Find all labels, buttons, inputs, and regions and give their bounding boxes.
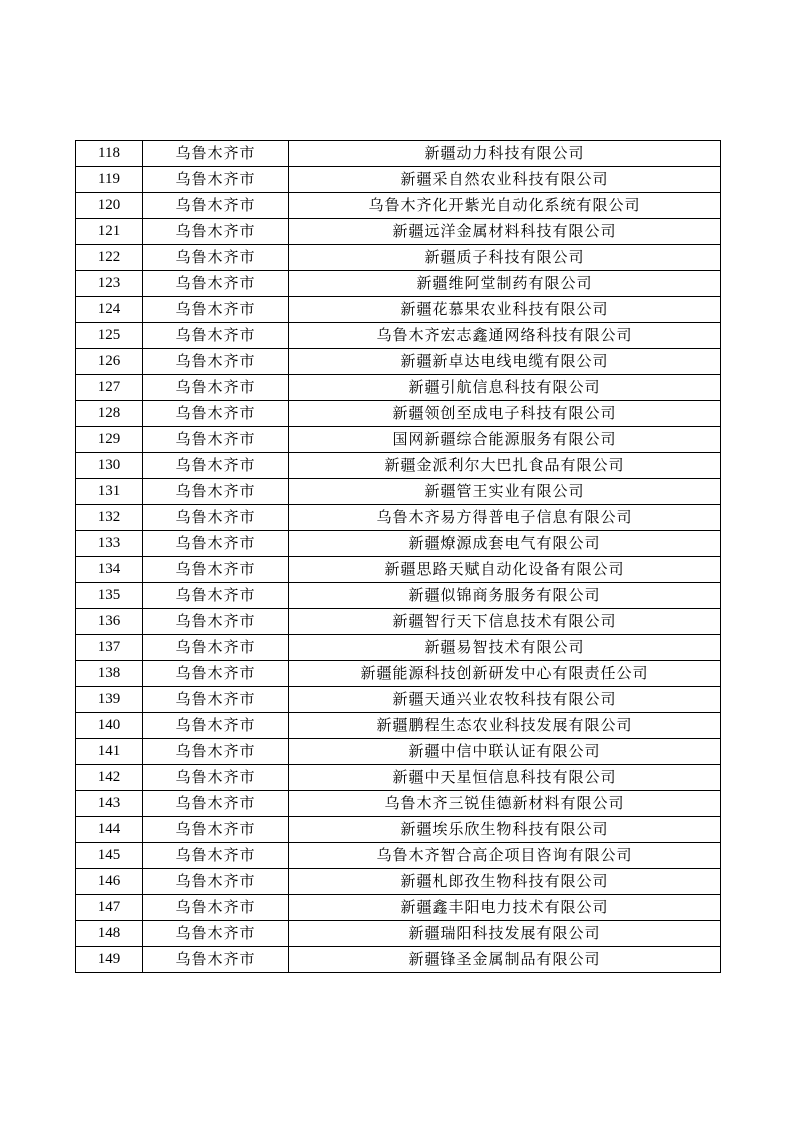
- row-number: 123: [76, 271, 143, 297]
- company-name-cell: 新疆锋圣金属制品有限公司: [289, 947, 721, 973]
- row-number: 139: [76, 687, 143, 713]
- table-row: [76, 505, 721, 531]
- table-row: [76, 531, 721, 557]
- city-cell: 乌鲁木齐市: [143, 375, 289, 401]
- city-cell: 乌鲁木齐市: [143, 843, 289, 869]
- city-cell: 乌鲁木齐市: [143, 427, 289, 453]
- city-cell: 乌鲁木齐市: [143, 817, 289, 843]
- row-number: 119: [76, 167, 143, 193]
- table-body: [76, 141, 721, 973]
- company-name-cell: 乌鲁木齐宏志鑫通网络科技有限公司: [289, 323, 721, 349]
- table-row: [76, 895, 721, 921]
- city-cell: 乌鲁木齐市: [143, 167, 289, 193]
- city-cell: 乌鲁木齐市: [143, 791, 289, 817]
- company-name-cell: 新疆新卓达电线电缆有限公司: [289, 349, 721, 375]
- row-number: 148: [76, 921, 143, 947]
- company-name-cell: 新疆札郎孜生物科技有限公司: [289, 869, 721, 895]
- row-number: 146: [76, 869, 143, 895]
- row-number: 141: [76, 739, 143, 765]
- table-row: [76, 843, 721, 869]
- row-number: 121: [76, 219, 143, 245]
- row-number: 143: [76, 791, 143, 817]
- row-number: 135: [76, 583, 143, 609]
- table-row: [76, 557, 721, 583]
- table-row: [76, 141, 721, 167]
- city-cell: 乌鲁木齐市: [143, 271, 289, 297]
- table-row: [76, 739, 721, 765]
- table-row: [76, 947, 721, 973]
- company-name-cell: 新疆维阿堂制药有限公司: [289, 271, 721, 297]
- table-row: [76, 323, 721, 349]
- row-number: 122: [76, 245, 143, 271]
- city-cell: 乌鲁木齐市: [143, 193, 289, 219]
- city-cell: 乌鲁木齐市: [143, 323, 289, 349]
- row-number: 129: [76, 427, 143, 453]
- city-cell: 乌鲁木齐市: [143, 713, 289, 739]
- city-cell: 乌鲁木齐市: [143, 401, 289, 427]
- company-name-cell: 新疆埃乐欣生物科技有限公司: [289, 817, 721, 843]
- row-number: 131: [76, 479, 143, 505]
- table-row: [76, 635, 721, 661]
- city-cell: 乌鲁木齐市: [143, 947, 289, 973]
- row-number: 126: [76, 349, 143, 375]
- city-cell: 乌鲁木齐市: [143, 869, 289, 895]
- city-cell: 乌鲁木齐市: [143, 297, 289, 323]
- city-cell: 乌鲁木齐市: [143, 557, 289, 583]
- city-cell: 乌鲁木齐市: [143, 505, 289, 531]
- company-name-cell: 新疆似锦商务服务有限公司: [289, 583, 721, 609]
- row-number: 147: [76, 895, 143, 921]
- company-name-cell: 乌鲁木齐化开紫光自动化系统有限公司: [289, 193, 721, 219]
- company-name-cell: 乌鲁木齐智合高企项目咨询有限公司: [289, 843, 721, 869]
- row-number: 124: [76, 297, 143, 323]
- company-name-cell: 新疆质子科技有限公司: [289, 245, 721, 271]
- company-name-cell: 新疆易智技术有限公司: [289, 635, 721, 661]
- company-name-cell: 新疆瑞阳科技发展有限公司: [289, 921, 721, 947]
- city-cell: 乌鲁木齐市: [143, 479, 289, 505]
- city-cell: 乌鲁木齐市: [143, 349, 289, 375]
- company-name-cell: 新疆天通兴业农牧科技有限公司: [289, 687, 721, 713]
- city-cell: 乌鲁木齐市: [143, 661, 289, 687]
- row-number: 144: [76, 817, 143, 843]
- city-cell: 乌鲁木齐市: [143, 583, 289, 609]
- table-row: [76, 687, 721, 713]
- row-number: 142: [76, 765, 143, 791]
- company-name-cell: 新疆动力科技有限公司: [289, 141, 721, 167]
- table-row: [76, 713, 721, 739]
- company-name-cell: 新疆花慕果农业科技有限公司: [289, 297, 721, 323]
- company-name-cell: 新疆智行天下信息技术有限公司: [289, 609, 721, 635]
- company-name-cell: 新疆领创至成电子科技有限公司: [289, 401, 721, 427]
- city-cell: 乌鲁木齐市: [143, 895, 289, 921]
- company-name-cell: 新疆远洋金属材料科技有限公司: [289, 219, 721, 245]
- city-cell: 乌鲁木齐市: [143, 739, 289, 765]
- company-name-cell: 乌鲁木齐易方得普电子信息有限公司: [289, 505, 721, 531]
- table-row: [76, 609, 721, 635]
- company-name-cell: 新疆燎源成套电气有限公司: [289, 531, 721, 557]
- table-row: [76, 765, 721, 791]
- row-number: 134: [76, 557, 143, 583]
- company-name-cell: 新疆管王实业有限公司: [289, 479, 721, 505]
- city-cell: 乌鲁木齐市: [143, 219, 289, 245]
- row-number: 137: [76, 635, 143, 661]
- table-row: [76, 271, 721, 297]
- table-row: [76, 479, 721, 505]
- table-row: [76, 583, 721, 609]
- row-number: 140: [76, 713, 143, 739]
- company-name-cell: 新疆引航信息科技有限公司: [289, 375, 721, 401]
- table-row: [76, 791, 721, 817]
- table-row: [76, 921, 721, 947]
- table-row: [76, 297, 721, 323]
- company-name-cell: 国网新疆综合能源服务有限公司: [289, 427, 721, 453]
- table-row: [76, 245, 721, 271]
- table-row: [76, 219, 721, 245]
- city-cell: 乌鲁木齐市: [143, 765, 289, 791]
- company-name-cell: 新疆能源科技创新研发中心有限责任公司: [289, 661, 721, 687]
- city-cell: 乌鲁木齐市: [143, 453, 289, 479]
- row-number: 130: [76, 453, 143, 479]
- table-row: [76, 661, 721, 687]
- table-row: [76, 167, 721, 193]
- table-row: [76, 193, 721, 219]
- table-row: [76, 453, 721, 479]
- row-number: 125: [76, 323, 143, 349]
- company-name-cell: 新疆金派利尔大巴扎食品有限公司: [289, 453, 721, 479]
- row-number: 132: [76, 505, 143, 531]
- city-cell: 乌鲁木齐市: [143, 531, 289, 557]
- row-number: 136: [76, 609, 143, 635]
- company-name-cell: 新疆鹏程生态农业科技发展有限公司: [289, 713, 721, 739]
- table-row: [76, 349, 721, 375]
- row-number: 145: [76, 843, 143, 869]
- city-cell: 乌鲁木齐市: [143, 921, 289, 947]
- table-row: [76, 869, 721, 895]
- row-number: 127: [76, 375, 143, 401]
- city-cell: 乌鲁木齐市: [143, 245, 289, 271]
- city-cell: 乌鲁木齐市: [143, 141, 289, 167]
- company-name-cell: 新疆中信中联认证有限公司: [289, 739, 721, 765]
- company-name-cell: 新疆采自然农业科技有限公司: [289, 167, 721, 193]
- table-row: [76, 401, 721, 427]
- row-number: 120: [76, 193, 143, 219]
- company-name-cell: 乌鲁木齐三锐佳德新材料有限公司: [289, 791, 721, 817]
- row-number: 138: [76, 661, 143, 687]
- city-cell: 乌鲁木齐市: [143, 609, 289, 635]
- company-name-cell: 新疆中天星恒信息科技有限公司: [289, 765, 721, 791]
- row-number: 118: [76, 141, 143, 167]
- row-number: 128: [76, 401, 143, 427]
- table-row: [76, 427, 721, 453]
- row-number: 149: [76, 947, 143, 973]
- company-name-cell: 新疆思路天赋自动化设备有限公司: [289, 557, 721, 583]
- company-list-table: [75, 140, 721, 973]
- table-row: [76, 375, 721, 401]
- row-number: 133: [76, 531, 143, 557]
- company-name-cell: 新疆鑫丰阳电力技术有限公司: [289, 895, 721, 921]
- table-row: [76, 817, 721, 843]
- city-cell: 乌鲁木齐市: [143, 687, 289, 713]
- city-cell: 乌鲁木齐市: [143, 635, 289, 661]
